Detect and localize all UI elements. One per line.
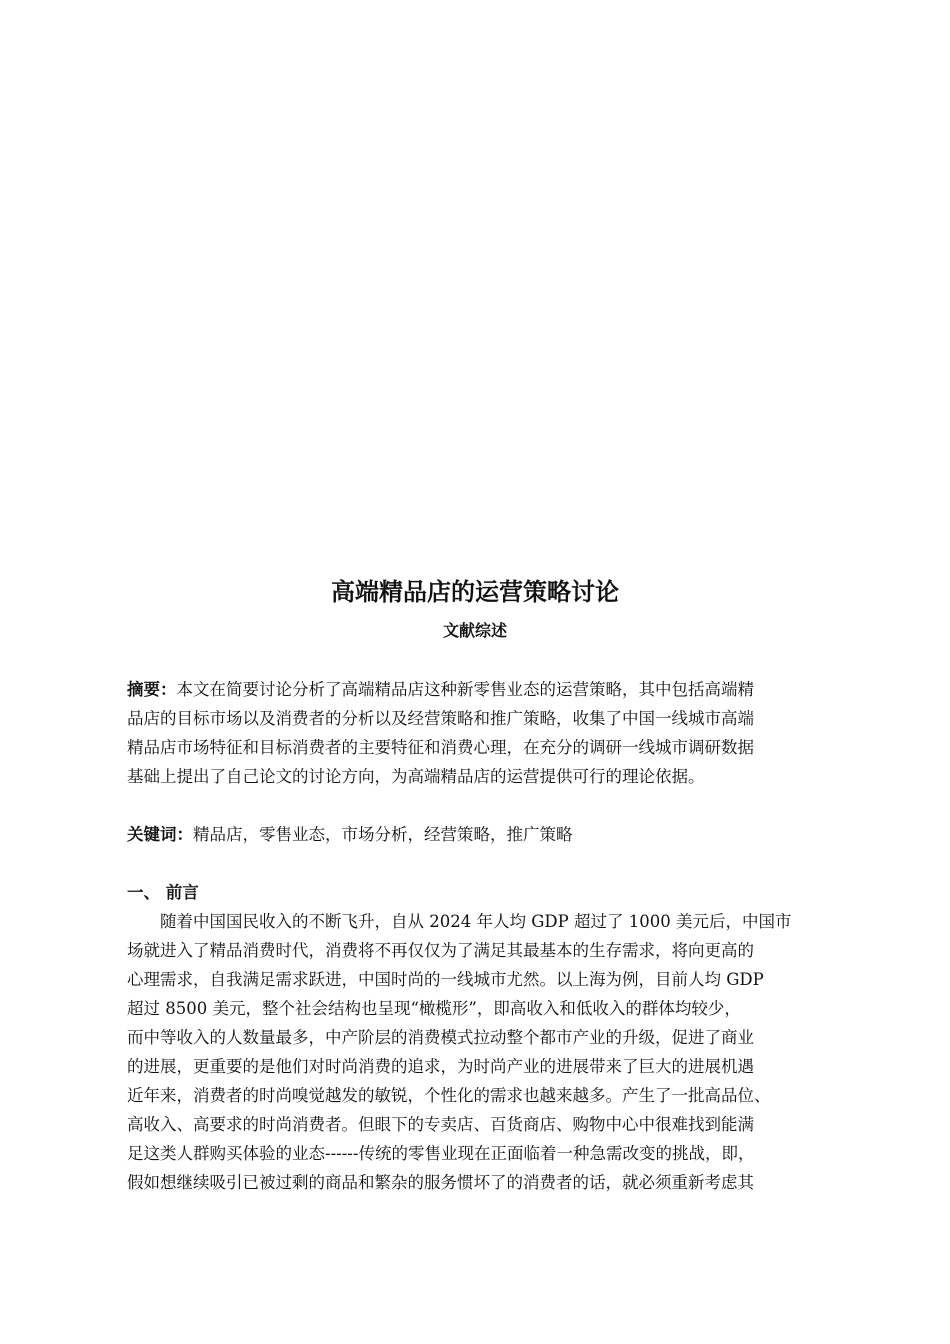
section-heading-introduction: 一、 前言 (127, 883, 199, 902)
keywords-text: 精品店，零售业态，市场分析，经营策略，推广策略 (193, 825, 573, 844)
paragraph-line-4: 超过 8500 美元，整个社会结构也呈现“橄榄形”，即高收入和低收入的群体均较少， (127, 999, 741, 1018)
keywords-line (127, 820, 857, 849)
document-title: 高端精品店的运营策略讨论 (331, 578, 619, 606)
paragraph-line-3: 心理需求，自我满足需求跃进，中国时尚的一线城市尤然。以上海为例，目前人均 GDP (127, 970, 764, 989)
introduction-paragraph (127, 907, 867, 1197)
keywords-section (127, 820, 857, 849)
abstract-line-4: 基础上提出了自己论文的讨论方向，为高端精品店的运营提供可行的理论依据。 (127, 767, 705, 786)
paragraph-line-10: 假如想继续吸引已被过剩的商品和繁杂的服务惯坏了的消费者的话，就必须重新考虑其 (127, 1173, 754, 1192)
paragraph-line-9: 足这类人群购买体验的业态------传统的零售业现在正面临着一种急需改变的挑战，即， (127, 1144, 755, 1163)
abstract-section (127, 675, 857, 791)
paragraph-line-2: 场就进入了精品消费时代，消费将不再仅仅为了满足其最基本的生存需求，将向更高的 (127, 941, 754, 960)
paragraph-line-6: 的进展，更重要的是他们对时尚消费的追求，为时尚产业的进展带来了巨大的进展机遇 (127, 1057, 754, 1076)
abstract-line-3: 精品店市场特征和目标消费者的主要特征和消费心理，在充分的调研一线城市调研数据 (127, 738, 754, 757)
paragraph-line-7: 近年来，消费者的时尚嗅觉越发的敏锐，个性化的需求也越来越多。产生了一批高品位、 (127, 1086, 771, 1105)
keywords-label: 关键词： (127, 825, 193, 844)
abstract-line-1 (127, 675, 857, 704)
paragraph-line-8: 高收入、高要求的时尚消费者。但眼下的专卖店、百货商店、购物中心中很难找到能满 (127, 1115, 754, 1134)
paragraph-line-1: 随着中国国民收入的不断飞升，自从 2024 年人均 GDP 超过了 1000 美元后，中国市 (127, 912, 792, 931)
paragraph-line-5: 而中等收入的人数量最多，中产阶层的消费模式拉动整个都市产业的升级，促进了商业 (127, 1028, 754, 1047)
abstract-label: 摘要： (127, 680, 177, 699)
abstract-text-1: 本文在简要讨论分析了高端精品店这种新零售业态的运营策略，其中包括高端精 (176, 680, 754, 699)
document-subtitle: 文献综述 (442, 621, 507, 640)
abstract-line-2: 品店的目标市场以及消费者的分析以及经营策略和推广策略，收集了中国一线城市高端 (127, 709, 754, 728)
